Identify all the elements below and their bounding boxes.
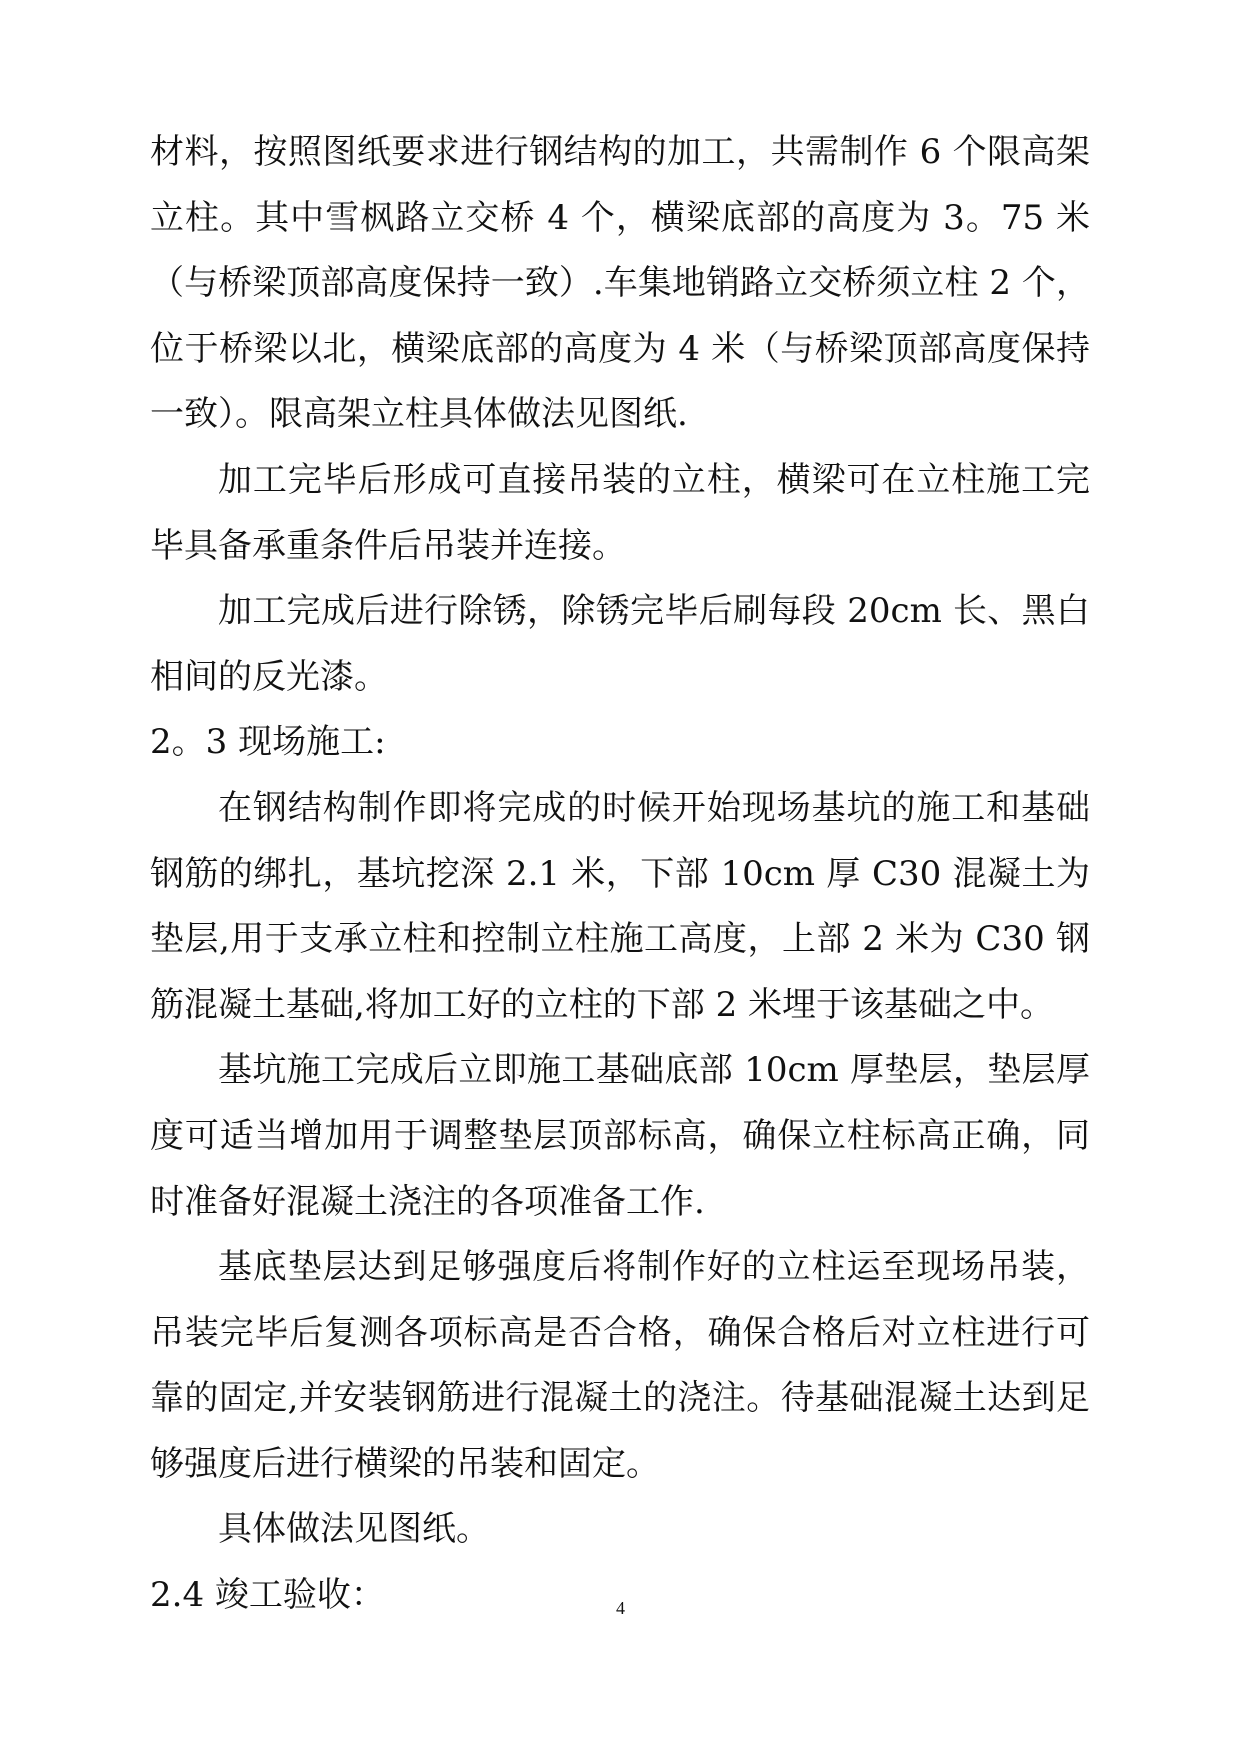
paragraph-rust-removal: 加工完成后进行除锈，除锈完毕后刷每段 20cm 长、黑白相间的反光漆。 <box>150 591 1090 697</box>
paragraph-foundation-pit: 在钢结构制作即将完成的时候开始现场基坑的施工和基础钢筋的绑扎，基坑挖深 2.1 米，下部 10cm 厚 C30 混凝土为垫层,用于支承立柱和控制立柱施工高度，上部 2 米为 C30 钢筋混凝土基础,将加工好的立柱的下部 2 米埋于该基础之中。 <box>150 787 1090 1025</box>
page-number: 4 <box>616 1598 625 1618</box>
body-text <box>150 120 1090 1629</box>
paragraph-see-drawings: 具体做法见图纸。 <box>218 1509 490 1550</box>
section-heading-acceptance: 2.4 竣工验收： <box>150 1575 385 1616</box>
paragraph-materials: 材料，按照图纸要求进行钢结构的加工，共需制作 6 个限高架立柱。其中雪枫路立交桥 4 个，横梁底部的高度为 3。75 米（与桥梁顶部高度保持一致）.车集地销路立交桥须立柱 2 个，位于桥梁以北，横梁底部的高度为 4 米（与桥梁顶部高度保持一致）。限高架立柱具体做法见图纸. <box>150 132 1090 435</box>
paragraph-lifting-columns: 加工完毕后形成可直接吊装的立柱，横梁可在立柱施工完毕具备承重条件后吊装并连接。 <box>150 459 1090 566</box>
paragraph-hoisting: 基底垫层达到足够强度后将制作好的立柱运至现场吊装，吊装完毕后复测各项标高是否合格，确保合格后对立柱进行可靠的固定,并安装钢筋进行混凝土的浇注。待基础混凝土达到足够强度后进行横梁的吊装和固定。 <box>150 1247 1090 1484</box>
section-heading-site-construction: 2。3 现场施工: <box>150 722 386 763</box>
paragraph-cushion-layer: 基坑施工完成后立即施工基础底部 10cm 厚垫层，垫层厚度可适当增加用于调整垫层顶部标高，确保立柱标高正确，同时准备好混凝土浇注的各项准备工作. <box>150 1050 1090 1222</box>
